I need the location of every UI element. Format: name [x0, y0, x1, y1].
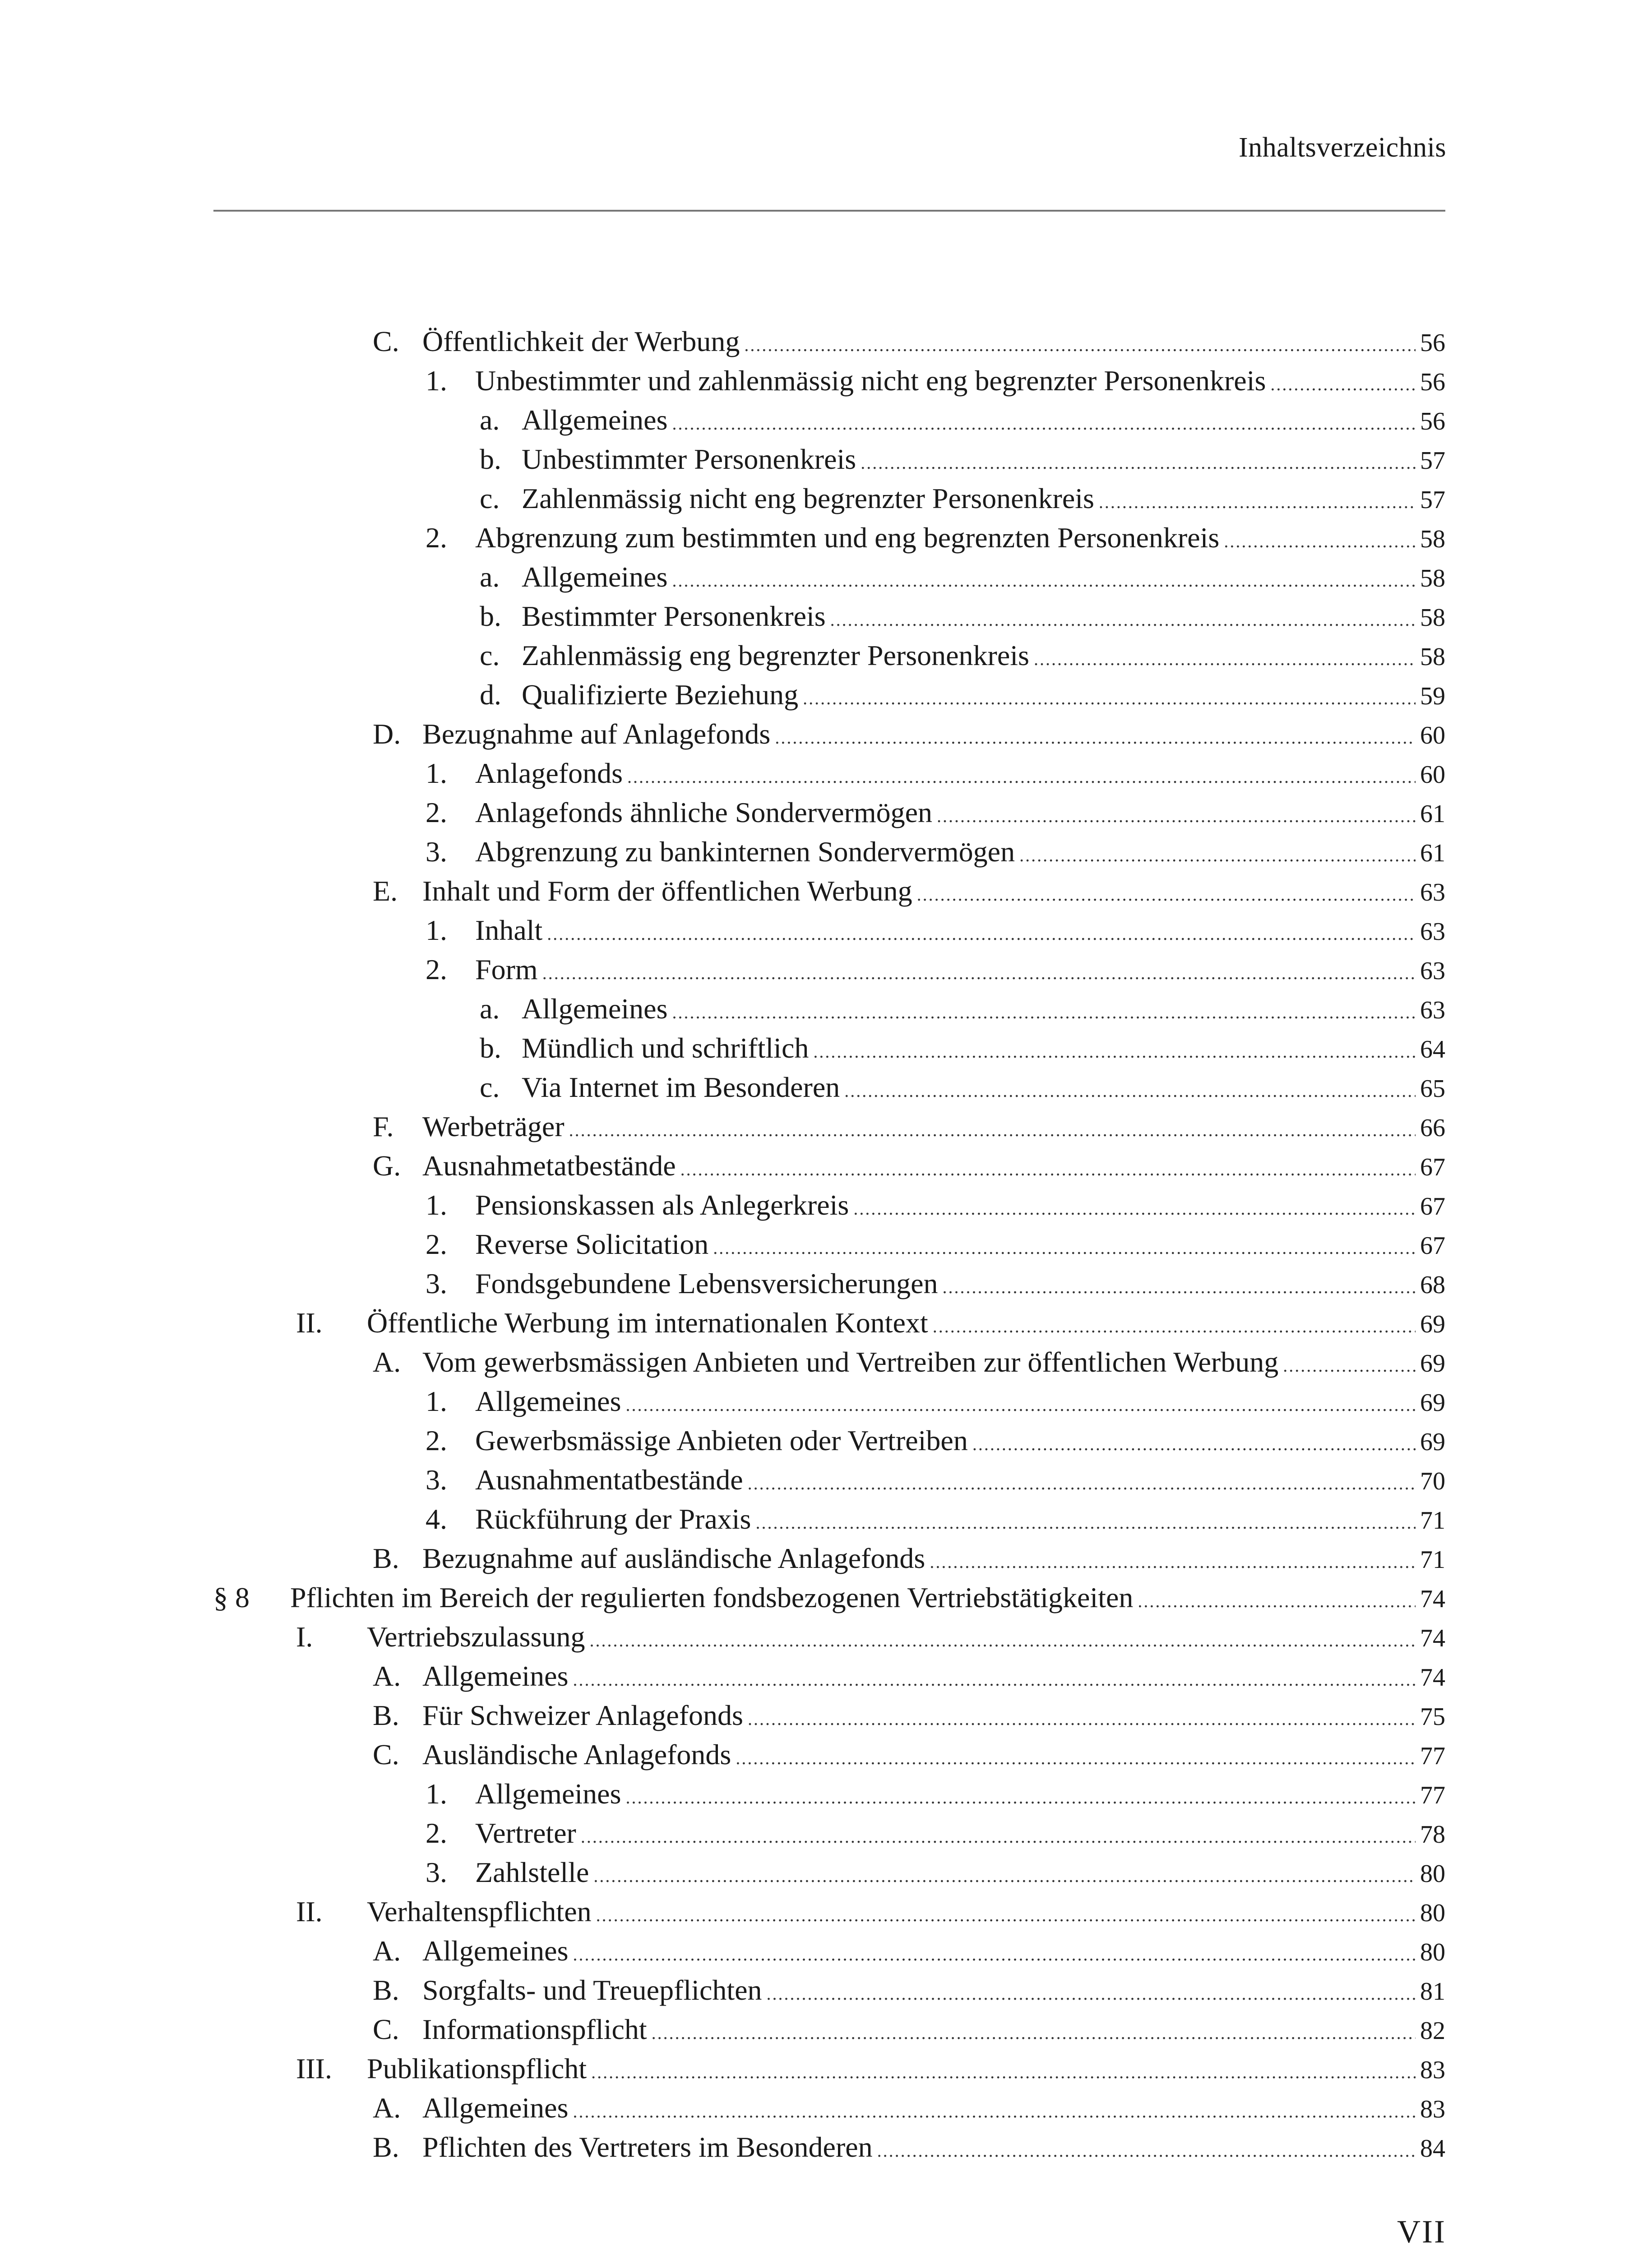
toc-entry-page: 58	[1420, 604, 1445, 632]
toc-entry-title: Informationspflicht	[422, 2013, 647, 2045]
toc-entry-page: 81	[1420, 1978, 1445, 2006]
toc-entry-title: Fondsgebundene Lebensversicherungen	[475, 1267, 938, 1299]
toc-entry-number: 4.	[426, 1503, 447, 1535]
dot-leader	[933, 1307, 1416, 1346]
toc-entry-title: Allgemeines	[522, 561, 668, 593]
toc-entry-title: Inhalt und Form der öffentlichen Werbung	[422, 875, 912, 907]
toc-entry-title: Vertreter	[475, 1817, 576, 1849]
toc-entry-number: C.	[373, 1738, 399, 1771]
toc-entry-number: 3.	[426, 1464, 447, 1496]
toc-entry-number: F.	[373, 1110, 394, 1142]
dot-leader	[1019, 836, 1416, 875]
toc-entry-page: 80	[1420, 1899, 1445, 1927]
toc-entry-number: G.	[373, 1150, 401, 1182]
toc-entry-number: c.	[480, 482, 500, 514]
toc-entry[interactable]	[213, 1028, 1445, 1068]
toc-entry[interactable]	[213, 832, 1445, 871]
toc-entry-title: Öffentlichkeit der Werbung	[422, 325, 740, 357]
dot-leader	[937, 796, 1416, 836]
dot-leader	[775, 718, 1416, 757]
toc-entry-title: Mündlich und schriftlich	[522, 1032, 809, 1064]
toc-entry-number: B.	[373, 1974, 399, 2006]
toc-entry-number: A.	[373, 1660, 401, 1692]
toc-entry-number: a.	[480, 561, 500, 593]
running-head: Inhaltsverzeichnis	[1238, 132, 1446, 163]
toc-entry-title: Gewerbsmässige Anbieten oder Vertreiben	[475, 1424, 968, 1456]
dot-leader	[755, 1503, 1416, 1542]
toc-entry-page: 77	[1420, 1742, 1445, 1770]
toc-entry[interactable]	[213, 518, 1445, 557]
toc-entry[interactable]	[213, 1813, 1445, 1853]
toc-entry[interactable]	[213, 1931, 1445, 1970]
toc-entry-page: 60	[1420, 721, 1445, 749]
dot-leader	[813, 1032, 1416, 1071]
dot-leader	[627, 757, 1416, 796]
toc-entry-title: Publikationspflicht	[367, 2053, 587, 2085]
toc-entry-number: A.	[373, 1935, 401, 1967]
toc-entry[interactable]	[213, 2049, 1445, 2088]
toc-entry-number: 1.	[426, 1778, 447, 1810]
table-of-contents	[213, 322, 1445, 2167]
dot-leader	[736, 1738, 1416, 1778]
toc-entry[interactable]	[213, 871, 1445, 911]
toc-entry-number: 1.	[426, 914, 447, 946]
toc-entry-page: 69	[1420, 1428, 1445, 1456]
toc-entry-number: 2.	[426, 1228, 447, 1260]
dot-leader	[625, 1385, 1416, 1424]
toc-entry-number: 2.	[426, 1817, 447, 1849]
dot-leader	[589, 1621, 1416, 1660]
toc-entry[interactable]	[213, 439, 1445, 479]
toc-entry-title: Für Schweizer Anlagefonds	[422, 1699, 743, 1731]
dot-leader	[744, 325, 1416, 365]
toc-entry[interactable]	[213, 1421, 1445, 1460]
toc-entry-title: Bezugnahme auf Anlagefonds	[422, 718, 771, 750]
toc-entry-page: 65	[1420, 1075, 1445, 1103]
dot-leader	[596, 1895, 1416, 1935]
toc-entry-number: B.	[373, 1542, 399, 1574]
toc-entry[interactable]	[213, 675, 1445, 714]
dot-leader	[547, 914, 1416, 953]
toc-entry-page: 69	[1420, 1389, 1445, 1417]
toc-entry-page: 80	[1420, 1938, 1445, 1966]
dot-leader	[1283, 1346, 1416, 1385]
toc-entry-page: 60	[1420, 761, 1445, 789]
dot-leader	[1099, 482, 1416, 522]
toc-entry-page: 63	[1420, 957, 1445, 985]
toc-entry-title: Vertriebszulassung	[367, 1621, 585, 1653]
toc-entry[interactable]	[213, 714, 1445, 754]
toc-entry-page: 84	[1420, 2135, 1445, 2163]
toc-entry[interactable]	[213, 479, 1445, 518]
toc-entry-page: 66	[1420, 1114, 1445, 1142]
toc-entry[interactable]	[213, 1656, 1445, 1696]
toc-entry-page: 56	[1420, 368, 1445, 396]
dot-leader	[930, 1542, 1416, 1581]
dot-leader	[672, 404, 1416, 443]
dot-leader	[1270, 365, 1416, 404]
toc-entry-number: 2.	[426, 953, 447, 985]
toc-entry-number: III.	[296, 2053, 332, 2085]
dot-leader	[680, 1150, 1416, 1189]
toc-entry-title: Bezugnahme auf ausländische Anlagefonds	[422, 1542, 925, 1574]
toc-entry-page: 82	[1420, 2017, 1445, 2045]
toc-entry-number: II.	[296, 1895, 323, 1928]
toc-entry-number: B.	[373, 1699, 399, 1731]
toc-entry-page: 83	[1420, 2056, 1445, 2084]
toc-entry[interactable]	[213, 1264, 1445, 1303]
toc-entry-page: 78	[1420, 1821, 1445, 1849]
toc-entry-title: Allgemeines	[475, 1385, 621, 1417]
toc-entry-title: Zahlenmässig nicht eng begrenzter Personenkreis	[522, 482, 1094, 514]
toc-entry-page: 56	[1420, 407, 1445, 435]
toc-entry-title: Allgemeines	[422, 2092, 569, 2124]
toc-entry-title: Allgemeines	[422, 1660, 569, 1692]
toc-entry-title: Allgemeines	[475, 1778, 621, 1810]
toc-entry-page: 80	[1420, 1860, 1445, 1888]
toc-entry[interactable]	[213, 1735, 1445, 1774]
toc-entry-title: Rückführung der Praxis	[475, 1503, 751, 1535]
dot-leader	[1034, 639, 1416, 679]
toc-entry-title: Qualifizierte Beziehung	[522, 679, 799, 711]
toc-entry-page: 71	[1420, 1546, 1445, 1574]
toc-entry-title: Allgemeines	[522, 404, 668, 436]
toc-entry-page: 63	[1420, 918, 1445, 946]
toc-entry[interactable]	[213, 1146, 1445, 1185]
toc-entry-title: Anlagefonds ähnliche Sondervermögen	[475, 796, 933, 828]
toc-entry-number: 2.	[426, 796, 447, 828]
toc-entry-page: 74	[1420, 1585, 1445, 1613]
toc-entry-page: 58	[1420, 564, 1445, 592]
toc-entry-number: B.	[373, 2131, 399, 2163]
toc-entry[interactable]	[213, 1107, 1445, 1146]
toc-entry-number: C.	[373, 2013, 399, 2045]
toc-entry[interactable]	[213, 1460, 1445, 1499]
dot-leader	[593, 1856, 1416, 1895]
toc-entry-number: 1.	[426, 365, 447, 397]
toc-entry-number: 3.	[426, 836, 447, 868]
toc-entry-page: 70	[1420, 1467, 1445, 1495]
toc-entry-page: 63	[1420, 878, 1445, 906]
toc-entry[interactable]	[213, 793, 1445, 832]
toc-entry[interactable]	[213, 1342, 1445, 1382]
toc-entry-title: Werbeträger	[422, 1110, 565, 1142]
toc-entry-number: 2.	[426, 1424, 447, 1456]
toc-entry-page: 67	[1420, 1193, 1445, 1220]
toc-entry[interactable]	[213, 1225, 1445, 1264]
toc-entry-number: 2.	[426, 522, 447, 554]
toc-entry-page: 58	[1420, 643, 1445, 671]
toc-entry-number: 1.	[426, 757, 447, 789]
toc-entry-title: Zahlenmässig eng begrenzter Personenkreis	[522, 639, 1029, 671]
toc-entry-page: 75	[1420, 1703, 1445, 1731]
toc-entry[interactable]	[213, 400, 1445, 439]
toc-entry-title: Bestimmter Personenkreis	[522, 600, 826, 632]
dot-leader	[573, 1935, 1416, 1974]
toc-entry[interactable]	[213, 754, 1445, 793]
toc-entry-number: b.	[480, 600, 501, 632]
toc-entry[interactable]	[213, 989, 1445, 1028]
toc-entry[interactable]	[213, 911, 1445, 950]
toc-entry-number: 3.	[426, 1267, 447, 1299]
toc-entry-number: a.	[480, 404, 500, 436]
toc-entry-page: 74	[1420, 1664, 1445, 1692]
toc-entry[interactable]	[213, 2010, 1445, 2049]
toc-entry-page: 58	[1420, 525, 1445, 553]
toc-entry-title: Abgrenzung zu bankinternen Sondervermögen	[475, 836, 1015, 868]
toc-entry-page: 67	[1420, 1153, 1445, 1181]
toc-entry-title: Ausnahmentatbestände	[475, 1464, 743, 1496]
toc-entry[interactable]	[213, 1303, 1445, 1342]
toc-entry[interactable]	[213, 1970, 1445, 2010]
toc-entry-number: 3.	[426, 1856, 447, 1888]
toc-entry-title: Verhaltenspflichten	[367, 1895, 592, 1928]
toc-entry-number: E.	[373, 875, 398, 907]
toc-entry-page: 56	[1420, 329, 1445, 357]
dot-leader	[1224, 522, 1416, 561]
dot-leader	[767, 1974, 1416, 2013]
toc-entry-number: II.	[296, 1307, 323, 1339]
toc-entry-number: d.	[480, 679, 501, 711]
toc-entry-page: 71	[1420, 1507, 1445, 1535]
toc-entry-page: 61	[1420, 839, 1445, 867]
toc-entry-page: 74	[1420, 1624, 1445, 1652]
dot-leader	[672, 993, 1416, 1032]
toc-entry-title: Pensionskassen als Anlegerkreis	[475, 1189, 849, 1221]
dot-leader	[942, 1267, 1416, 1307]
toc-entry-title: Unbestimmter und zahlenmässig nicht eng begrenzter Personenkreis	[475, 365, 1266, 397]
dot-leader	[581, 1817, 1416, 1856]
toc-entry[interactable]	[213, 1892, 1445, 1931]
toc-entry-number: A.	[373, 1346, 401, 1378]
dot-leader	[972, 1424, 1416, 1464]
toc-entry-title: Sorgfalts- und Treuepflichten	[422, 1974, 762, 2006]
toc-entry-title: Ausländische Anlagefonds	[422, 1738, 731, 1771]
toc-entry[interactable]	[213, 950, 1445, 989]
toc-entry-title: Zahlstelle	[475, 1856, 589, 1888]
header-rule	[213, 210, 1445, 212]
toc-entry-title: Ausnahmetatbestände	[422, 1150, 676, 1182]
toc-entry-page: 61	[1420, 800, 1445, 828]
toc-entry[interactable]	[213, 361, 1445, 400]
toc-entry-title: Allgemeines	[522, 993, 668, 1025]
toc-entry-title: Pflichten im Bereich der regulierten fondsbezogenen Vertriebstätigkeiten	[290, 1581, 1134, 1613]
toc-entry-title: Allgemeines	[422, 1935, 569, 1967]
toc-entry[interactable]	[213, 1539, 1445, 1578]
dot-leader	[573, 1660, 1416, 1699]
toc-entry-page: 77	[1420, 1781, 1445, 1809]
dot-leader	[542, 953, 1416, 993]
dot-leader	[672, 561, 1416, 600]
toc-entry-number: § 8	[213, 1581, 250, 1613]
dot-leader	[591, 2053, 1416, 2092]
toc-entry-page: 69	[1420, 1350, 1445, 1378]
toc-entry-title: Unbestimmter Personenkreis	[522, 443, 856, 475]
dot-leader	[573, 2092, 1416, 2131]
toc-entry[interactable]	[213, 1617, 1445, 1656]
toc-entry-number: C.	[373, 325, 399, 357]
dot-leader	[917, 875, 1416, 914]
toc-entry-page: 69	[1420, 1310, 1445, 1338]
toc-entry-title: Via Internet im Besonderen	[522, 1071, 840, 1103]
dot-leader	[830, 600, 1416, 639]
toc-entry-page: 64	[1420, 1036, 1445, 1063]
toc-entry[interactable]	[213, 596, 1445, 636]
toc-entry-page: 57	[1420, 486, 1445, 514]
toc-entry[interactable]	[213, 1578, 1445, 1617]
dot-leader	[861, 443, 1416, 482]
toc-entry[interactable]	[213, 1774, 1445, 1813]
toc-entry-title: Pflichten des Vertreters im Besonderen	[422, 2131, 873, 2163]
toc-entry[interactable]	[213, 1382, 1445, 1421]
toc-entry-page: 57	[1420, 447, 1445, 475]
toc-entry-title: Anlagefonds	[475, 757, 623, 789]
toc-entry[interactable]	[213, 1853, 1445, 1892]
dot-leader	[803, 679, 1416, 718]
toc-entry-title: Öffentliche Werbung im internationalen Kontext	[367, 1307, 928, 1339]
dot-leader	[877, 2131, 1416, 2170]
toc-entry-number: 1.	[426, 1189, 447, 1221]
page-number: VII	[1397, 2214, 1446, 2250]
toc-entry[interactable]	[213, 1068, 1445, 1107]
toc-entry[interactable]	[213, 1696, 1445, 1735]
toc-entry-title: Form	[475, 953, 538, 985]
toc-entry-number: I.	[296, 1621, 313, 1653]
toc-entry-title: Vom gewerbsmässigen Anbieten und Vertreiben zur öffentlichen Werbung	[422, 1346, 1279, 1378]
dot-leader	[569, 1110, 1416, 1150]
toc-entry-number: 1.	[426, 1385, 447, 1417]
toc-entry-number: a.	[480, 993, 500, 1025]
toc-entry-page: 83	[1420, 2095, 1445, 2123]
toc-entry-page: 59	[1420, 682, 1445, 710]
toc-entry-title: Abgrenzung zum bestimmten und eng begrenzten Personenkreis	[475, 522, 1220, 554]
toc-entry-number: b.	[480, 1032, 501, 1064]
toc-entry[interactable]	[213, 2088, 1445, 2127]
toc-entry[interactable]	[213, 322, 1445, 361]
toc-entry-number: c.	[480, 1071, 500, 1103]
toc-entry[interactable]	[213, 557, 1445, 596]
dot-leader	[853, 1189, 1416, 1228]
toc-entry-page: 63	[1420, 996, 1445, 1024]
toc-entry[interactable]	[213, 1499, 1445, 1539]
dot-leader	[1138, 1581, 1416, 1621]
toc-entry-number: A.	[373, 2092, 401, 2124]
toc-entry[interactable]	[213, 2127, 1445, 2167]
dot-leader	[713, 1228, 1416, 1267]
toc-entry-number: c.	[480, 639, 500, 671]
toc-entry[interactable]	[213, 1185, 1445, 1225]
toc-entry-title: Reverse Solicitation	[475, 1228, 709, 1260]
toc-entry[interactable]	[213, 636, 1445, 675]
toc-entry-page: 68	[1420, 1271, 1445, 1299]
toc-entry-page: 67	[1420, 1232, 1445, 1260]
dot-leader	[625, 1778, 1416, 1817]
dot-leader	[748, 1699, 1416, 1738]
dot-leader	[844, 1071, 1416, 1110]
toc-entry-number: D.	[373, 718, 401, 750]
dot-leader	[748, 1464, 1416, 1503]
toc-entry-title: Inhalt	[475, 914, 543, 946]
toc-entry-number: b.	[480, 443, 501, 475]
dot-leader	[652, 2013, 1416, 2053]
